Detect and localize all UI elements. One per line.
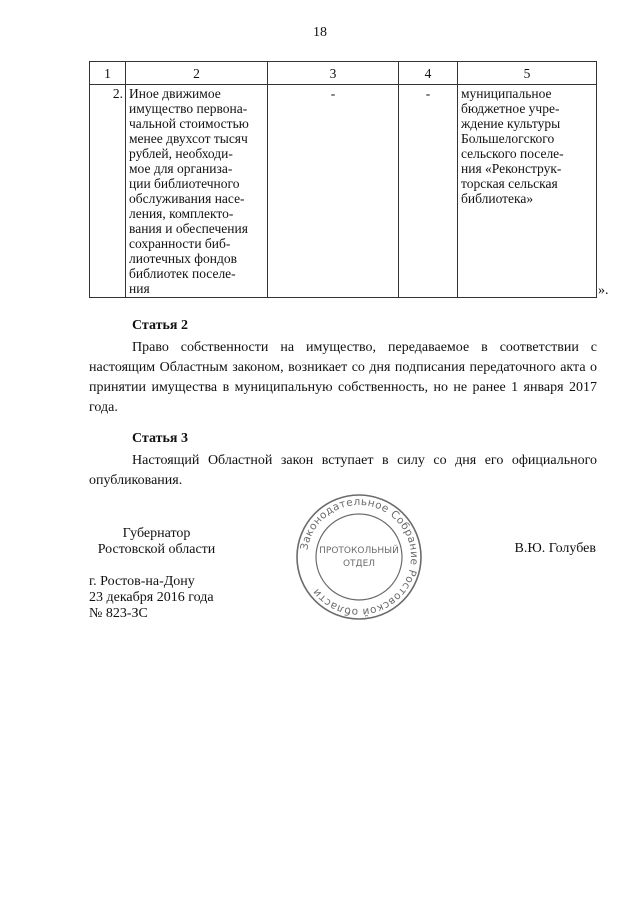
description-line: мое для организа-: [129, 161, 233, 176]
owner-line: Большелогского: [461, 131, 555, 146]
owner-line: библиотека»: [461, 191, 534, 206]
stamp-center-line: ПРОТОКОЛЬНЫЙ: [319, 546, 399, 556]
owner-line: ния «Реконструк-: [461, 161, 562, 176]
description-line: менее двухсот тысяч: [129, 131, 248, 146]
description-line: библиотек поселе-: [129, 266, 236, 281]
table-header-cell: 3: [268, 62, 399, 85]
property-description: [126, 85, 268, 298]
stamp-ring-text: Законодательное Собрание Ростовской области: [298, 495, 421, 619]
signer-title-line: Губернатор: [122, 526, 191, 541]
description-line: имущество первона-: [129, 101, 248, 116]
description-line: Иное движимое: [129, 86, 221, 101]
owner-line: бюджетное учре-: [461, 101, 560, 116]
owner-line: торская сельская: [461, 176, 558, 191]
stamp-center-line: ОТДЕЛ: [342, 559, 376, 569]
law-number: № 823-ЗС: [89, 606, 148, 621]
article-2-title: Статья 2: [132, 318, 188, 333]
table-header-cell: 2: [126, 62, 268, 85]
description-line: ления, комплекто-: [129, 206, 234, 221]
table-header-cell: 5: [458, 62, 597, 85]
description-line: рублей, необходи-: [129, 146, 233, 161]
description-line: обслуживания насе-: [129, 191, 245, 206]
law-date: 23 декабря 2016 года: [89, 590, 214, 605]
description-line: ния: [129, 281, 150, 296]
owner-line: ждение культуры: [461, 116, 561, 131]
description-line: сохранности биб-: [129, 236, 231, 251]
description-line: чальной стоимостью: [129, 116, 249, 131]
description-line: лиотечных фондов: [129, 251, 238, 266]
col3-value: -: [268, 85, 399, 298]
table-header-row: [90, 62, 597, 85]
table-row: [90, 85, 597, 298]
recipient-organization: [458, 85, 597, 298]
signer-name: В.Ю. Голубев: [514, 541, 596, 556]
article-3-title: Статья 3: [132, 431, 188, 446]
article-3-text: Настоящий Областной закон вступает в силу со дня его официального опубликования.: [89, 453, 597, 488]
col4-value: -: [399, 85, 458, 298]
city: г. Ростов-на-Дону: [89, 574, 195, 589]
signer-title: [89, 526, 224, 558]
property-table: [89, 61, 597, 298]
article-2-text: Право собственности на имущество, передаваемое в соответствии с настоящим Областным законом, возникает со дня подписания передаточного акта о принятии имущества в муниципальную собственность, но не ранее 1 января 2017 года.: [89, 340, 597, 415]
stamp-inner-ring: [316, 514, 402, 600]
official-stamp: [294, 492, 424, 622]
signer-title-line: Ростовской области: [97, 542, 216, 557]
table-closing-quote: ».: [598, 283, 609, 298]
row-number: 2.: [90, 85, 126, 298]
description-line: вания и обеспечения: [129, 221, 248, 236]
table-header-cell: 4: [399, 62, 458, 85]
owner-line: муниципальное: [461, 86, 552, 101]
table-header-cell: 1: [90, 62, 126, 85]
owner-line: сельского поселе-: [461, 146, 564, 161]
place-and-date: [89, 574, 214, 622]
page-number: 18: [313, 25, 327, 40]
description-line: ции библиотечного: [129, 176, 240, 191]
